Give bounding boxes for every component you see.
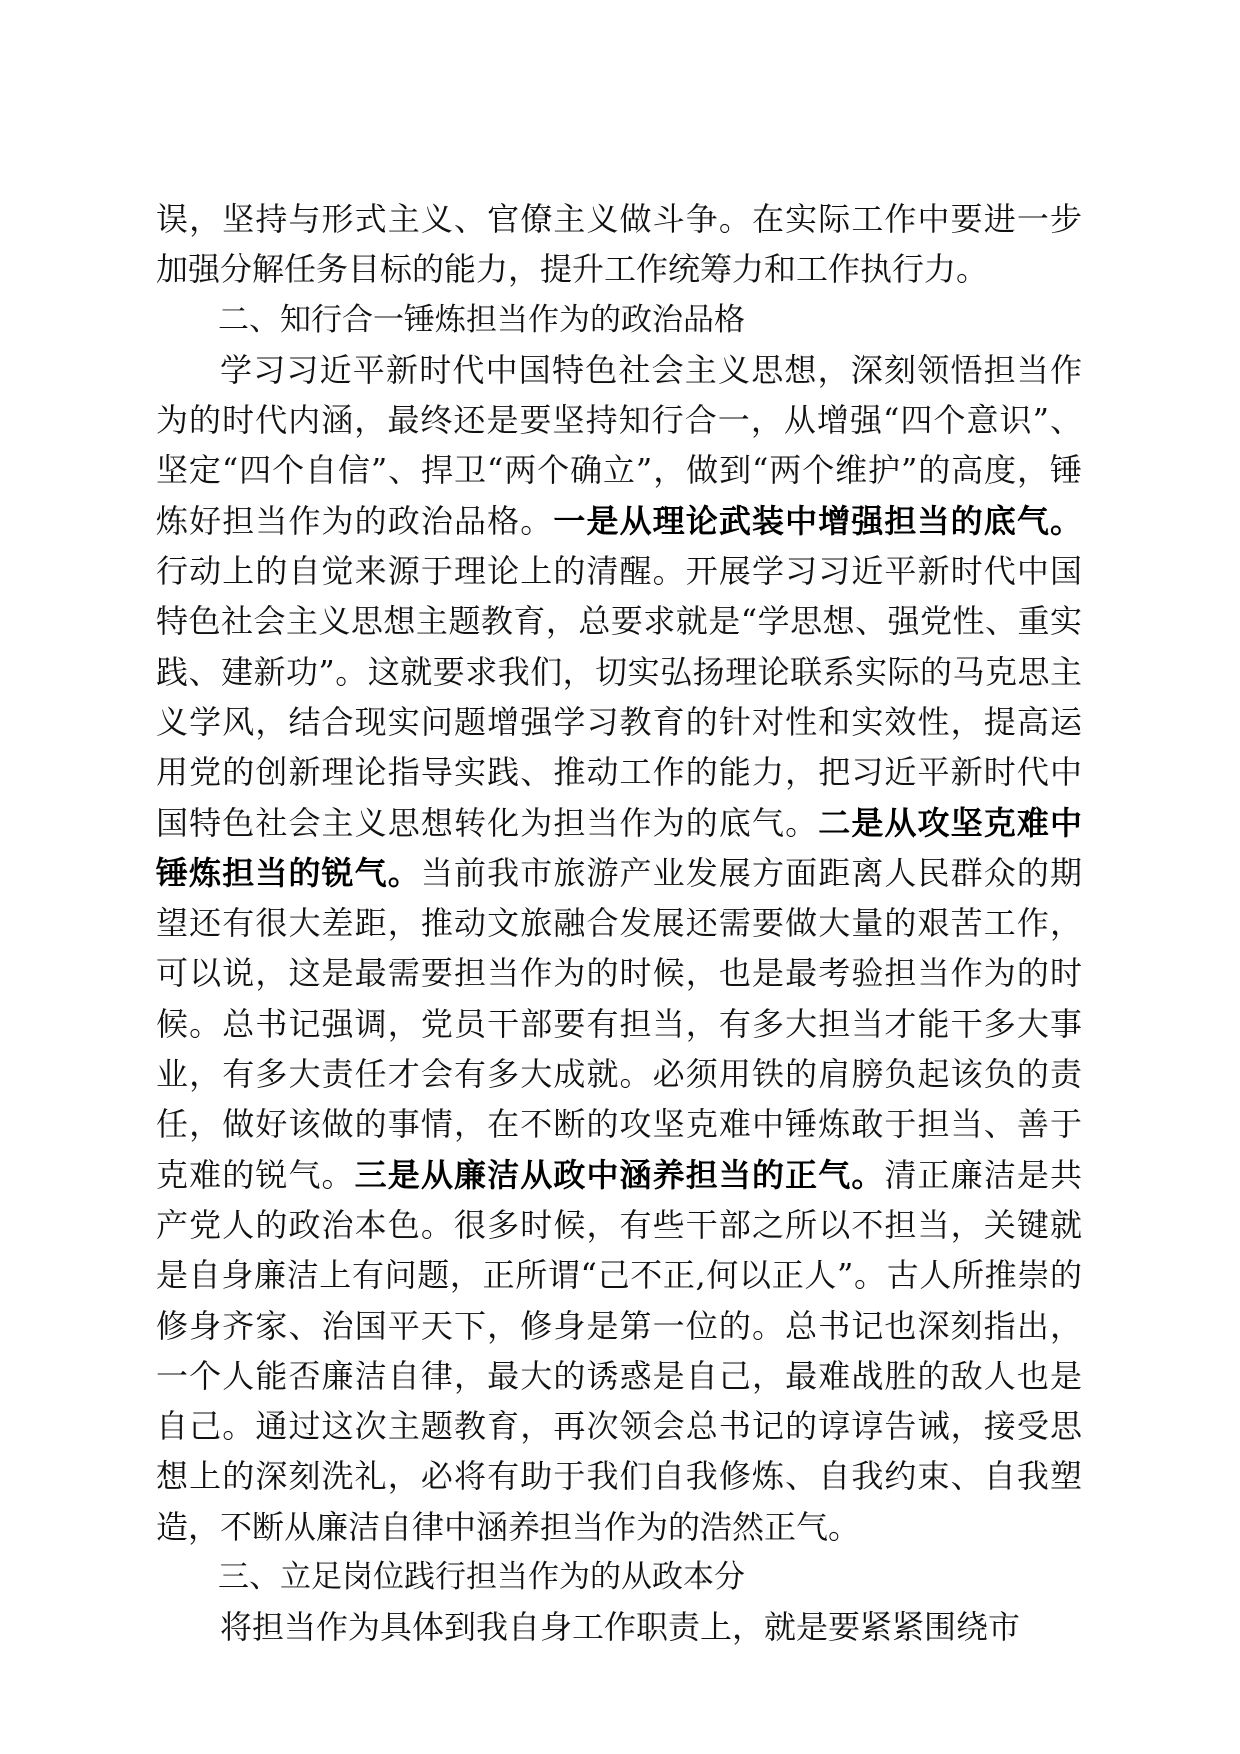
document-body [156,194,1082,1653]
point-one-lead: 一是从理论武装中增强担当的底气。 [553,501,1082,540]
continuation-text: 误，坚持与形式主义、官僚主义做斗争。在实际工作中要进一步加强分解任务目标的能力，提升工作统筹力和工作执行力。 [156,200,1082,289]
section-three-paragraph [156,1602,1082,1652]
point-two-lead: 二是从攻坚克难中锤炼担当的锐气。 [156,803,1082,892]
point-two-body: 当前我市旅游产业发展方面距离人民群众的期望还有很大差距，推动文旅融合发展还需要做大量的艰苦工作，可以说，这是最需要担当作为的时候，也是最考验担当作为的时候。总书记强调，党员干部要有担当，有多大担当才能干多大事业，有多大责任才会有多大成就。必须用铁的肩膀负起该负的责任，做好该做的事情，在不断的攻坚克难中锤炼敢于担当、善于克难的锐气。 [156,853,1082,1194]
point-three-lead: 三是从廉洁从政中涵养担当的正气。 [354,1155,885,1194]
section-two-paragraph [156,345,1082,1552]
section-two-heading: 二、知行合一锤炼担当作为的政治品格 [218,301,745,338]
point-one-body: 行动上的自觉来源于理论上的清醒。开展学习习近平新时代中国特色社会主义思想主题教育，总要求就是“学思想、强党性、重实践、建新功”。这就要求我们，切实弘扬理论联系实际的马克思主义学风，结合现实问题增强学习教育的针对性和实效性，提高运用党的创新理论指导实践、推动工作的能力，把习近平新时代中国特色社会主义思想转化为担当作为的底气。 [156,552,1082,842]
section-three-heading: 三、立足岗位践行担当作为的从政本分 [218,1559,745,1596]
continuation-paragraph [156,194,1082,295]
section-three-intro: 将担当作为具体到我自身工作职责上，就是要紧紧围绕市 [220,1608,1021,1647]
point-three-body: 清正廉洁是共产党人的政治本色。很多时候，有些干部之所以不担当，关键就是自身廉洁上有问题，正所谓“己不正,何以正人”。古人所推崇的修身齐家、治国平天下，修身是第一位的。总书记也深刻指出，一个人能否廉洁自律，最大的诱惑是自己，最难战胜的敌人也是自己。通过这次主题教育，再次领会总书记的谆谆告诫，接受思想上的深刻洗礼，必将有助于我们自我修炼、自我约束、自我塑造，不断从廉洁自律中涵养担当作为的浩然正气。 [156,1155,1082,1546]
section-two-intro: 学习习近平新时代中国特色社会主义思想，深刻领悟担当作为的时代内涵，最终还是要坚持知行合一，从增强“四个意识”、坚定“四个自信”、捍卫“两个确立”，做到“两个维护”的高度，锤炼好担当作为的政治品格。 [156,350,1082,540]
